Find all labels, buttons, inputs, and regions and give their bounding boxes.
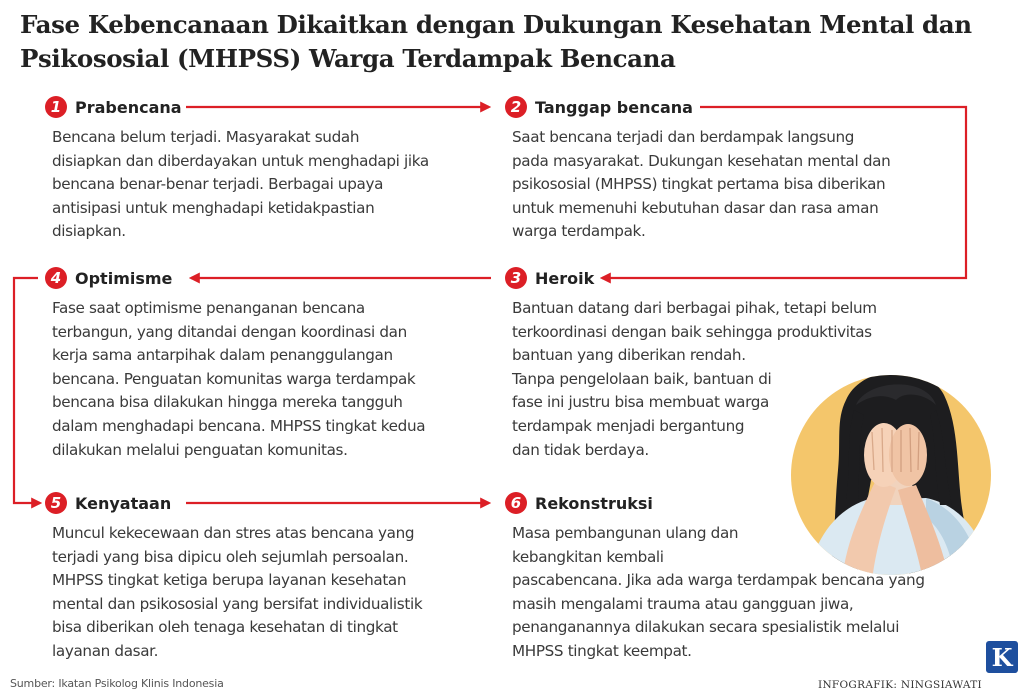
- description-line: penanganannya dilakukan secara spesialistik melalui: [512, 618, 900, 637]
- phase-title: Tanggap bencana: [535, 97, 693, 117]
- description-line: Tanpa pengelolaan baik, bantuan di: [512, 369, 772, 388]
- phase-1-header: [45, 96, 182, 118]
- description-line: dalam menghadapi bencana. MHPSS tingkat kedua: [52, 416, 426, 435]
- description-line: antisipasi untuk menghadapi ketidakpastian: [52, 198, 375, 217]
- description-line: pada masyarakat. Dukungan kesehatan mental dan: [512, 151, 891, 170]
- description-line: kerja sama antarpihak dalam penanggulangan: [52, 346, 393, 365]
- description-line: mental dan psikososial yang bersifat individualistik: [52, 594, 423, 613]
- description-line: psikososial (MHPSS) tingkat pertama bisa diberikan: [512, 175, 886, 194]
- phase-title: Rekonstruksi: [535, 493, 653, 513]
- description-line: dan tidak berdaya.: [512, 440, 649, 459]
- phase-number-badge: 6: [505, 492, 527, 514]
- description-line: bisa diberikan oleh tenaga kesehatan di tingkat: [52, 618, 398, 637]
- phase-number-badge: 1: [45, 96, 67, 118]
- source-note: Sumber: Ikatan Psikolog Klinis Indonesia: [10, 677, 224, 690]
- phase-3-header: [505, 267, 594, 289]
- description-line: layanan dasar.: [52, 641, 159, 660]
- description-line: bencana benar-benar terjadi. Berbagai upaya: [52, 175, 384, 194]
- phase-title: Prabencana: [75, 97, 182, 117]
- description-line: kebangkitan kembali: [512, 547, 664, 566]
- description-line: dilakukan melalui penguatan komunitas.: [52, 440, 348, 459]
- phase-title: Kenyataan: [75, 493, 172, 513]
- page-title: Fase Kebencanaan Dikaitkan dengan Dukungan Kesehatan Mental dan Psikososial (MHPSS) Warga Terdampak Bencana: [20, 10, 972, 73]
- description-line: bencana bisa dilakukan hingga mereka tangguh: [52, 393, 403, 412]
- phase-5-header: [45, 492, 171, 514]
- description-line: disiapkan dan diberdayakan untuk menghadapi jika: [52, 151, 429, 170]
- phase-title: Heroik: [535, 268, 595, 288]
- description-line: terbangun, yang ditandai dengan koordinasi dan: [52, 322, 407, 341]
- description-line: warga terdampak.: [512, 222, 646, 241]
- description-line: MHPSS tingkat keempat.: [512, 641, 692, 660]
- description-line: Saat bencana terjadi dan berdampak langsung: [512, 128, 855, 146]
- phase-4-header: [45, 267, 172, 289]
- phase-2-header: [505, 96, 693, 118]
- description-line: terdampak menjadi bergantung: [512, 416, 745, 435]
- description-line: pascabencana. Jika ada warga terdampak bencana yang: [512, 571, 925, 590]
- description-line: disiapkan.: [52, 222, 126, 241]
- phase-number-badge: 5: [45, 492, 67, 514]
- description-line: MHPSS tingkat ketiga berupa layanan kesehatan: [52, 571, 407, 590]
- phase-2-description: [512, 126, 890, 244]
- description-line: bencana. Penguatan komunitas warga terdampak: [52, 369, 416, 388]
- description-line: terkoordinasi dengan baik sehingga produktivitas: [512, 322, 872, 341]
- phase-number-badge: 3: [505, 267, 527, 289]
- distressed-woman-illustration: [786, 360, 1011, 590]
- phase-title: Optimisme: [75, 268, 173, 288]
- phase-5-description: [52, 522, 422, 664]
- description-line: terjadi yang bisa dipicu oleh sejumlah persoalan.: [52, 547, 409, 566]
- description-line: masih mengalami trauma atau gangguan jiwa,: [512, 594, 854, 613]
- arrow-4-to-5: [14, 278, 40, 503]
- phase-6-header: [505, 492, 653, 514]
- phase-number-badge: 2: [505, 96, 527, 118]
- description-line: Muncul kekecewaan dan stres atas bencana yang: [52, 524, 415, 542]
- kompas-logo: K: [986, 641, 1018, 673]
- phase-number-badge: 4: [45, 267, 67, 289]
- description-line: Fase saat optimisme penanganan bencana: [52, 299, 365, 317]
- description-line: fase ini justru bisa membuat warga: [512, 393, 769, 412]
- description-line: Masa pembangunan ulang dan: [512, 524, 739, 542]
- description-line: Bantuan datang dari berbagai pihak, tetapi belum: [512, 299, 877, 317]
- infographic-credit: INFOGRAFIK: NINGSIAWATI: [818, 679, 982, 691]
- description-line: untuk memenuhi kebutuhan dasar dan rasa aman: [512, 198, 879, 217]
- description-line: bantuan yang diberikan rendah.: [512, 346, 746, 365]
- phase-1-description: [52, 126, 429, 244]
- description-line: Bencana belum terjadi. Masyarakat sudah: [52, 128, 360, 146]
- phase-4-description: [52, 297, 425, 462]
